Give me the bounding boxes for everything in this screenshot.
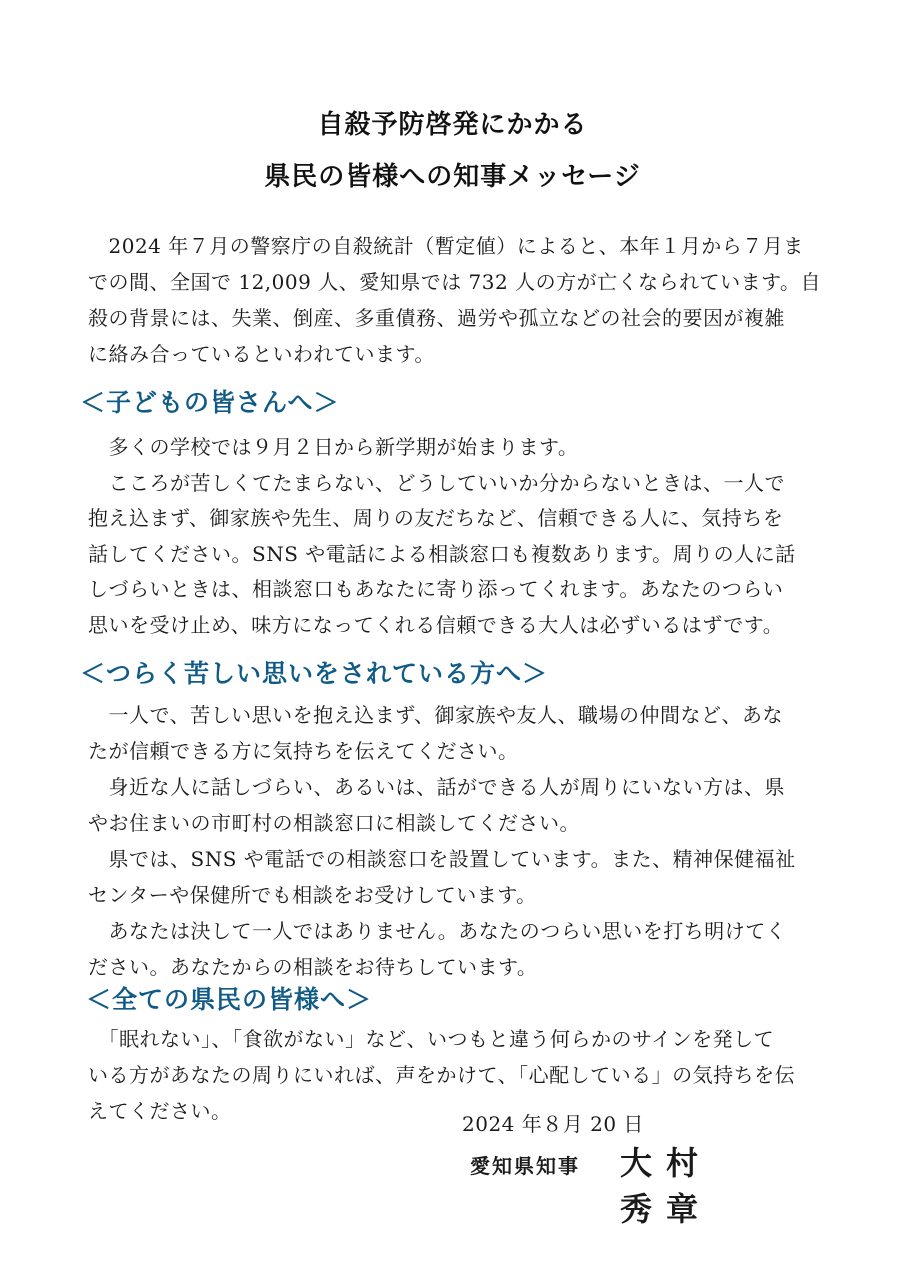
message-date: 2024 年８月 20 日 xyxy=(462,1112,644,1136)
intro-line: 殺の背景には、失業、倒産、多重債務、過労や孤立などの社会的要因が複雑 xyxy=(88,306,785,330)
body-line: えてください。 xyxy=(88,1099,232,1123)
body-line: 話してください。SNS や電話による相談窓口も複数あります。周りの人に話 xyxy=(88,541,796,566)
body-line: たが信頼できる方に気持ちを伝えてください。 xyxy=(88,739,519,763)
intro-paragraph xyxy=(88,228,821,372)
body-line: やお住まいの市町村の相談窓口に相談してください。 xyxy=(88,811,580,835)
section-body-all-residents xyxy=(88,1021,818,1129)
intro-line: 2024 年７月の警察庁の自殺統計（暫定値）によると、本年１月から７月ま xyxy=(88,234,804,258)
body-line: 身近な人に話しづらい、あるいは、話ができる人が周りにいない方は、県 xyxy=(88,775,785,799)
body-line: いる方があなたの周りにいれば、声をかけて、「心配している」の気持ちを伝 xyxy=(88,1063,796,1087)
body-line: 一人で、苦しい思いを抱え込まず、御家族や友人、職場の仲間など、あな xyxy=(88,703,783,727)
page-title-line2: 県民の皆様への知事メッセージ xyxy=(264,162,641,192)
body-line: あなたは決して一人ではありません。あなたのつらい思いを打ち明けてく xyxy=(88,919,787,943)
body-line: センターや保健所でも相談をお受けしています。 xyxy=(88,883,537,907)
section-heading-all-residents: ＜全ての県民の皆様へ＞ xyxy=(86,985,373,1014)
page-title-line1: 自殺予防啓発にかかる xyxy=(317,110,588,140)
section-heading-children: ＜子どもの皆さんへ＞ xyxy=(80,388,340,417)
intro-line: での間、全国で 12,009 人、愛知県では 732 人の方が亡くなられています。自 xyxy=(88,270,821,294)
body-line: ださい。あなたからの相談をお待ちしています。 xyxy=(88,955,538,979)
signature-block xyxy=(470,1138,800,1228)
signature-name: 大村 秀章 xyxy=(620,1144,759,1228)
body-line: 抱え込まず、御家族や先生、周りの友だちなど、信頼できる人に、気持ちを xyxy=(88,506,784,530)
body-line: 思いを受け止め、味方になってくれる信頼できる大人は必ずいるはずです。 xyxy=(88,612,784,637)
section-body-children xyxy=(88,430,818,643)
body-line: 多くの学校では９月２日から新学期が始まります。 xyxy=(88,435,579,459)
body-line: こころが苦しくてたまらない、どうしていいか分からないときは、一人で xyxy=(88,470,785,495)
body-line: しづらいときは、相談窓口もあなたに寄り添ってくれます。あなたのつらい xyxy=(88,577,784,601)
body-line: 県では、SNS や電話での相談窓口を設置しています。また、精神保健福祉 xyxy=(88,847,796,871)
section-heading-suffering: ＜つらく苦しい思いをされている方へ＞ xyxy=(80,659,549,688)
body-line: 「眠れない」、「食欲がない」など、いつもと違う何らかのサインを発して xyxy=(88,1027,775,1051)
section-body-suffering xyxy=(88,697,818,985)
signature-title: 愛知県知事 xyxy=(470,1154,580,1178)
intro-line: に絡み合っているといわれています。 xyxy=(88,342,435,366)
